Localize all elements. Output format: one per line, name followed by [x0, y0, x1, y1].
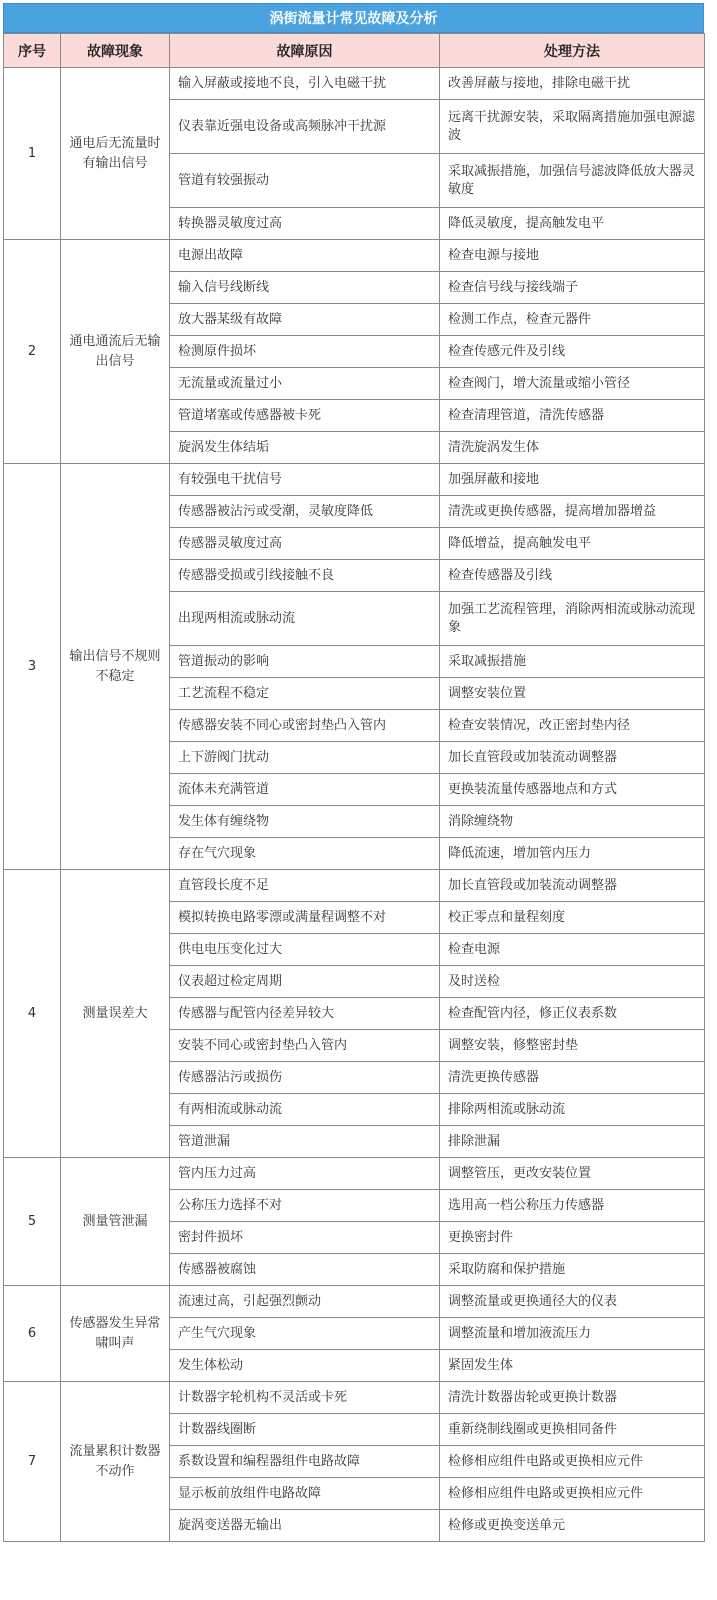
fault-cause: 模拟转换电路零漂或满量程调整不对 [170, 902, 440, 934]
fault-cause: 计数器线圈断 [170, 1414, 440, 1446]
table-row [4, 464, 705, 496]
fault-fix: 检查电源与接地 [440, 240, 705, 272]
fault-fix: 调整流量和增加液流压力 [440, 1318, 705, 1350]
fault-fix: 选用高一档公称压力传感器 [440, 1190, 705, 1222]
fault-cause: 传感器灵敏度过高 [170, 528, 440, 560]
fault-cause: 产生气穴现象 [170, 1318, 440, 1350]
fault-fix: 更换装流量传感器地点和方式 [440, 774, 705, 806]
fault-cause: 流速过高，引起强烈颤动 [170, 1286, 440, 1318]
fault-cause: 发生体松动 [170, 1350, 440, 1382]
fault-fix: 检修或更换变送单元 [440, 1510, 705, 1542]
fault-symptom: 通电通流后无输出信号 [61, 240, 170, 464]
row-number: 7 [4, 1382, 61, 1542]
fault-fix: 远离干扰源安装，采取隔离措施加强电源滤波 [440, 100, 705, 154]
fault-cause: 直管段长度不足 [170, 870, 440, 902]
fault-cause: 传感器安装不同心或密封垫凸入管内 [170, 710, 440, 742]
fault-cause: 密封件损坏 [170, 1222, 440, 1254]
fault-fix: 清洗更换传感器 [440, 1062, 705, 1094]
fault-cause: 输入屏蔽或接地不良，引入电磁干扰 [170, 68, 440, 100]
fault-fix: 检查电源 [440, 934, 705, 966]
fault-fix: 紧固发生体 [440, 1350, 705, 1382]
table-body [4, 68, 705, 1542]
fault-fix: 清洗旋涡发生体 [440, 432, 705, 464]
fault-cause: 显示板前放组件电路故障 [170, 1478, 440, 1510]
table-row [4, 240, 705, 272]
table-row [4, 1382, 705, 1414]
fault-cause: 上下游阀门扰动 [170, 742, 440, 774]
header-no: 序号 [4, 34, 61, 68]
fault-fix: 清洗或更换传感器，提高增加器增益 [440, 496, 705, 528]
fault-cause: 管道有较强振动 [170, 154, 440, 208]
fault-cause: 传感器沾污或损伤 [170, 1062, 440, 1094]
row-number: 3 [4, 464, 61, 870]
fault-fix: 检查信号线与接线端子 [440, 272, 705, 304]
table-row [4, 870, 705, 902]
header-fix: 处理方法 [440, 34, 705, 68]
fault-fix: 加长直管段或加装流动调整器 [440, 870, 705, 902]
fault-cause: 旋涡发生体结垢 [170, 432, 440, 464]
fault-fix: 调整流量或更换通径大的仪表 [440, 1286, 705, 1318]
fault-cause: 工艺流程不稳定 [170, 678, 440, 710]
row-number: 5 [4, 1158, 61, 1286]
fault-cause: 流体未充满管道 [170, 774, 440, 806]
fault-symptom: 测量管泄漏 [61, 1158, 170, 1286]
fault-symptom: 流量累积计数器不动作 [61, 1382, 170, 1542]
fault-fix: 重新绕制线圈或更换相同备件 [440, 1414, 705, 1446]
fault-fix: 采取减振措施，加强信号滤波降低放大器灵敏度 [440, 154, 705, 208]
fault-fix: 清洗计数器齿轮或更换计数器 [440, 1382, 705, 1414]
fault-fix: 检修相应组件电路或更换相应元件 [440, 1446, 705, 1478]
fault-cause: 管道振动的影响 [170, 646, 440, 678]
header-cause: 故障原因 [170, 34, 440, 68]
fault-cause: 电源出故障 [170, 240, 440, 272]
fault-fix: 采取防腐和保护措施 [440, 1254, 705, 1286]
fault-cause: 供电电压变化过大 [170, 934, 440, 966]
fault-fix: 检查清理管道，清洗传感器 [440, 400, 705, 432]
fault-cause: 旋涡变送器无输出 [170, 1510, 440, 1542]
fault-fix: 调整管压，更改安装位置 [440, 1158, 705, 1190]
fault-symptom: 输出信号不规则不稳定 [61, 464, 170, 870]
table-row [4, 1286, 705, 1318]
row-number: 6 [4, 1286, 61, 1382]
fault-cause: 有两相流或脉动流 [170, 1094, 440, 1126]
fault-fix: 加强工艺流程管理，消除两相流或脉动流现象 [440, 592, 705, 646]
fault-cause: 存在气穴现象 [170, 838, 440, 870]
fault-table-sheet [3, 3, 704, 1542]
fault-fix: 检测工作点，检查元器件 [440, 304, 705, 336]
fault-fix: 及时送检 [440, 966, 705, 998]
fault-cause: 仪表超过检定周期 [170, 966, 440, 998]
fault-cause: 输入信号线断线 [170, 272, 440, 304]
fault-symptom: 通电后无流量时有输出信号 [61, 68, 170, 240]
fault-fix: 降低灵敏度，提高触发电平 [440, 208, 705, 240]
fault-fix: 调整安装，修整密封垫 [440, 1030, 705, 1062]
fault-cause: 检测原件损坏 [170, 336, 440, 368]
table-row [4, 68, 705, 100]
fault-cause: 发生体有缠绕物 [170, 806, 440, 838]
row-number: 1 [4, 68, 61, 240]
fault-fix: 加长直管段或加装流动调整器 [440, 742, 705, 774]
fault-symptom: 传感器发生异常啸叫声 [61, 1286, 170, 1382]
fault-fix: 加强屏蔽和接地 [440, 464, 705, 496]
table-row [4, 1158, 705, 1190]
fault-cause: 放大器某级有故障 [170, 304, 440, 336]
fault-cause: 公称压力选择不对 [170, 1190, 440, 1222]
header-row [4, 34, 705, 68]
fault-fix: 更换密封件 [440, 1222, 705, 1254]
fault-fix: 检查阀门，增大流量或缩小管径 [440, 368, 705, 400]
fault-cause: 有较强电干扰信号 [170, 464, 440, 496]
fault-cause: 传感器被沾污或受潮，灵敏度降低 [170, 496, 440, 528]
fault-fix: 检查传感器及引线 [440, 560, 705, 592]
fault-cause: 出现两相流或脉动流 [170, 592, 440, 646]
fault-cause: 管道泄漏 [170, 1126, 440, 1158]
fault-cause: 计数器字轮机构不灵活或卡死 [170, 1382, 440, 1414]
fault-table [3, 33, 705, 1542]
fault-fix: 消除缠绕物 [440, 806, 705, 838]
fault-cause: 管道堵塞或传感器被卡死 [170, 400, 440, 432]
fault-symptom: 测量误差大 [61, 870, 170, 1158]
fault-cause: 传感器受损或引线接触不良 [170, 560, 440, 592]
fault-cause: 仪表靠近强电设备或高频脉冲干扰源 [170, 100, 440, 154]
fault-cause: 管内压力过高 [170, 1158, 440, 1190]
fault-fix: 调整安装位置 [440, 678, 705, 710]
row-number: 4 [4, 870, 61, 1158]
fault-cause: 无流量或流量过小 [170, 368, 440, 400]
fault-fix: 改善屏蔽与接地，排除电磁干扰 [440, 68, 705, 100]
fault-fix: 降低增益，提高触发电平 [440, 528, 705, 560]
fault-fix: 检查配管内径，修正仪表系数 [440, 998, 705, 1030]
fault-cause: 安装不同心或密封垫凸入管内 [170, 1030, 440, 1062]
fault-cause: 系数设置和编程器组件电路故障 [170, 1446, 440, 1478]
fault-fix: 排除泄漏 [440, 1126, 705, 1158]
fault-cause: 转换器灵敏度过高 [170, 208, 440, 240]
fault-fix: 排除两相流或脉动流 [440, 1094, 705, 1126]
header-symptom: 故障现象 [61, 34, 170, 68]
fault-fix: 降低流速，增加管内压力 [440, 838, 705, 870]
fault-cause: 传感器被腐蚀 [170, 1254, 440, 1286]
fault-fix: 检查安装情况，改正密封垫内径 [440, 710, 705, 742]
table-title: 涡街流量计常见故障及分析 [3, 3, 704, 33]
fault-fix: 检查传感元件及引线 [440, 336, 705, 368]
fault-fix: 采取减振措施 [440, 646, 705, 678]
row-number: 2 [4, 240, 61, 464]
fault-cause: 传感器与配管内径差异较大 [170, 998, 440, 1030]
fault-fix: 校正零点和量程刻度 [440, 902, 705, 934]
fault-fix: 检修相应组件电路或更换相应元件 [440, 1478, 705, 1510]
